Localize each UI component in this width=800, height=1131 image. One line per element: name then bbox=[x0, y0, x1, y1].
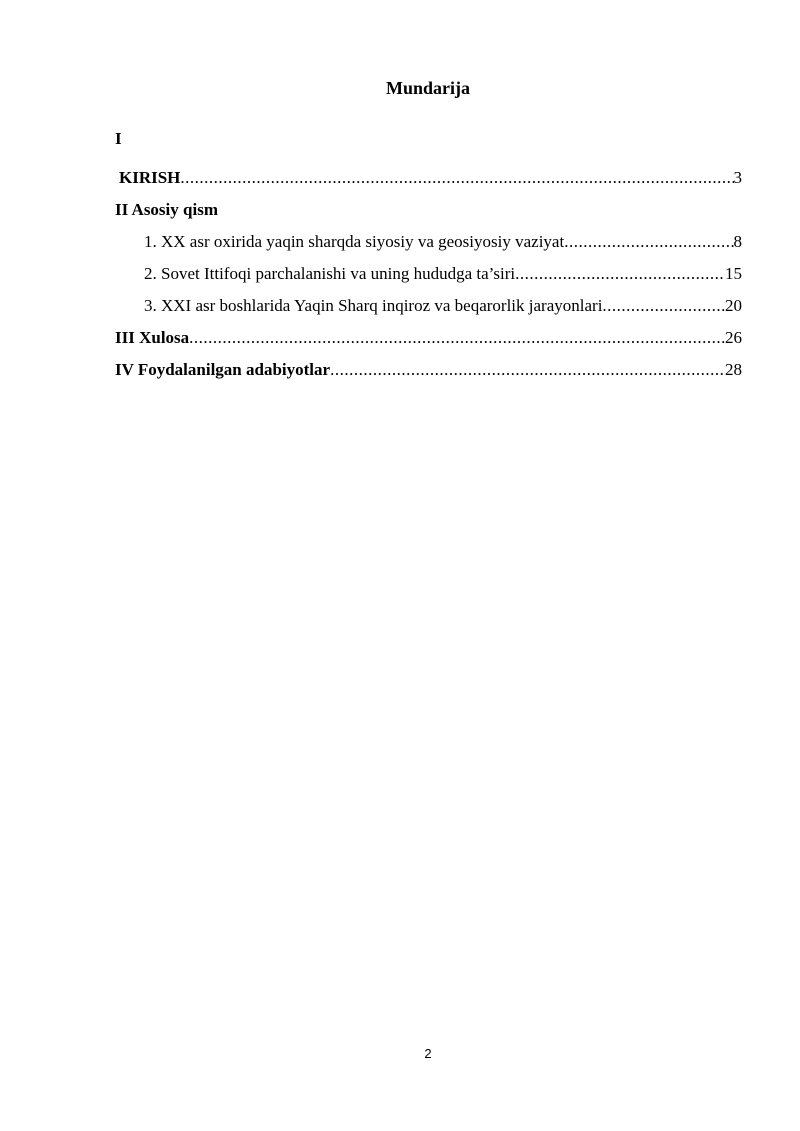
toc-entry-label: 1. XX asr oxirida yaqin sharqda siyosiy va geosiyosiy vaziyat bbox=[144, 232, 565, 251]
toc-entry-references[interactable] bbox=[115, 359, 742, 381]
toc-entry-page: 26 bbox=[725, 328, 742, 347]
toc-entry-intro[interactable] bbox=[119, 167, 742, 189]
dot-leader bbox=[515, 263, 725, 285]
toc-intro-numeral: I bbox=[115, 129, 122, 148]
page-title: Mundarija bbox=[385, 78, 470, 98]
toc-entry-subitem-2[interactable] bbox=[144, 263, 742, 285]
dot-leader bbox=[189, 327, 725, 349]
dot-leader bbox=[564, 231, 733, 253]
dot-leader bbox=[602, 295, 725, 317]
toc-entry-page: 20 bbox=[725, 296, 742, 315]
toc-entry-label: IV Foydalanilgan adabiyotlar bbox=[115, 360, 331, 379]
toc-entry-subitem-1[interactable] bbox=[144, 231, 742, 253]
toc-entry-conclusion[interactable] bbox=[115, 327, 742, 349]
toc-entry-label: 2. Sovet Ittifoqi parchalanishi va uning hududga ta’siri bbox=[144, 264, 516, 283]
dot-leader bbox=[330, 359, 725, 381]
toc-entry-page: 28 bbox=[725, 360, 742, 379]
page-number: 2 bbox=[424, 1046, 432, 1061]
toc-entry-page: 15 bbox=[725, 264, 742, 283]
toc-entry-subitem-3[interactable] bbox=[144, 295, 742, 317]
toc-entry-page: 8 bbox=[733, 232, 742, 251]
toc-entry-label: 3. XXI asr boshlarida Yaqin Sharq inqiroz va beqarorlik jarayonlari bbox=[144, 296, 603, 315]
toc-entry-page: 3 bbox=[733, 168, 742, 187]
toc-section-heading: II Asosiy qism bbox=[115, 200, 218, 219]
toc-entry-label: KIRISH bbox=[119, 168, 181, 187]
dot-leader bbox=[180, 167, 733, 189]
toc-entry-label: III Xulosa bbox=[115, 328, 190, 347]
